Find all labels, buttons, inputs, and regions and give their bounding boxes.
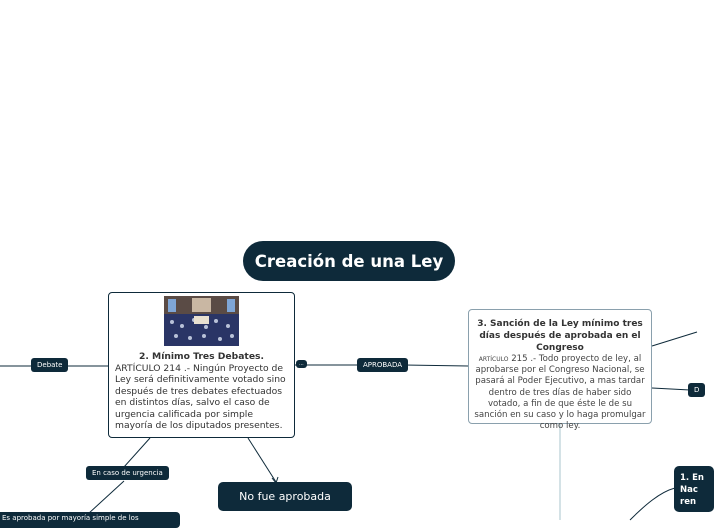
card-sancion-article-label: ARTÍCULO [478,356,509,363]
label-aprobada[interactable]: APROBADA [357,358,408,372]
connector-sancion-d [652,388,690,390]
connector-bottom-right [630,488,675,520]
congress-photo [164,296,239,346]
node-right-line-3: ren [680,497,697,507]
node-right-partial[interactable] [674,466,714,512]
congress-photo-drawing [164,296,239,346]
node-right-line-2: Nac [680,485,698,495]
card-sancion-de-la-ley[interactable] [468,309,652,432]
label-debate[interactable]: Debate [31,358,68,372]
card-sancion-body: 215 .- Todo proyecto de ley, al aprobarse por el Congreso Nacional, se pasará al Poder Ejecutivo, a mas tardar dentro de tres días de haber sido votado, a fin de que éste le de su sanción en su caso y lo haga promulgar como ley. [474,354,646,432]
node-no-fue-aprobada-text: No fue aprobada [239,490,331,503]
card-debates-heading: 2. Mínimo Tres Debates. [138,351,265,362]
label-en-caso-de-urgencia[interactable]: En caso de urgencia [86,466,169,480]
label-small-marker[interactable]: ... [296,360,307,368]
node-bottom-left-text: Es aprobada por mayoría simple de los [2,514,139,522]
central-topic[interactable] [243,241,455,281]
card-sancion-body-wrap [473,354,647,432]
connector-aprobada-sancion [404,365,468,366]
connector-urgencia-bottom [88,481,124,514]
card-debates-body: ARTÍCULO 214 .- Ningún Proyecto de Ley será definitivamente votado sino después de tres debates efectuados en distintos días, salvo el caso de urgencia calificada por simple mayoría de los diputados presentes. [115,362,286,431]
connector-sancion-upright [652,332,697,346]
card-sancion-heading: 3. Sanción de la Ley mínimo tres días después de aprobada en el Congreso [477,319,643,353]
node-no-fue-aprobada[interactable] [218,482,352,511]
connector-card-nofue [248,438,276,482]
node-bottom-left-partial[interactable] [0,512,180,528]
central-topic-text: Creación de una Ley [254,251,444,271]
connector-card-urgencia [124,438,150,467]
label-d-right[interactable]: D [688,383,705,397]
node-right-line-1: 1. En [680,473,704,483]
